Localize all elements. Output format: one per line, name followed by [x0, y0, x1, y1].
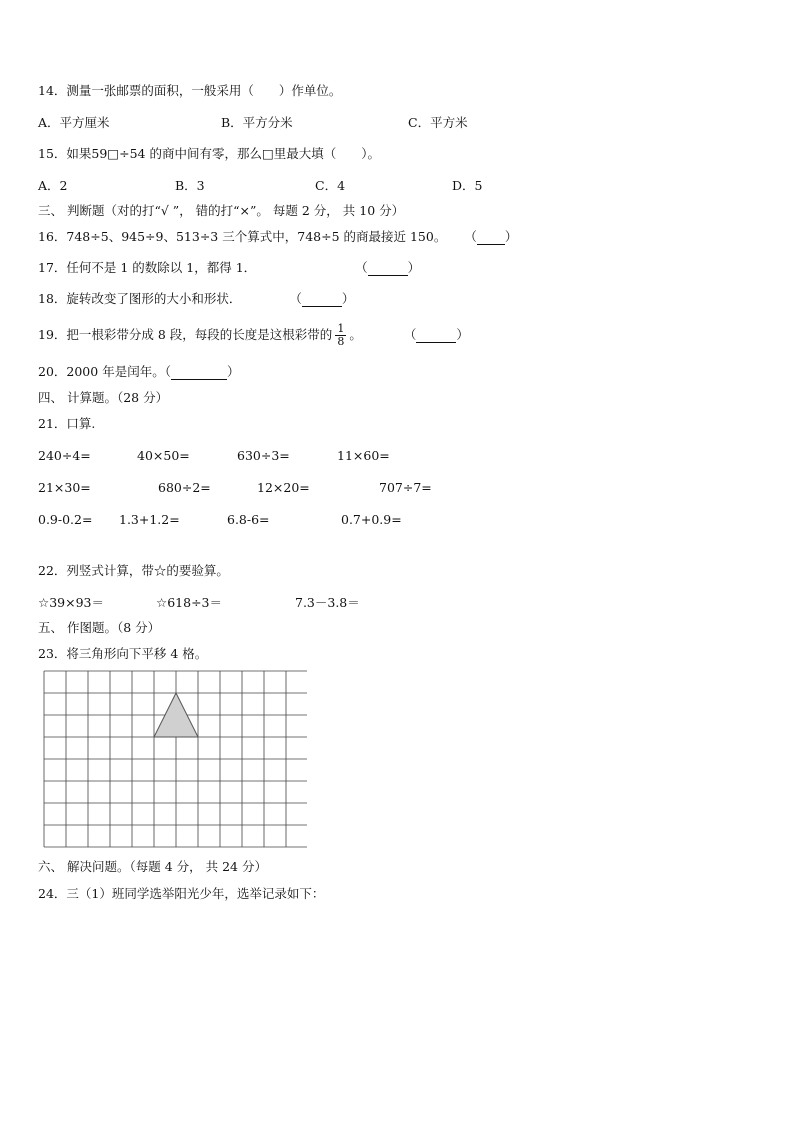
q24-text: 24．三（1）班同学选举阳光少年，选举记录如下：: [38, 886, 325, 901]
q21-row1-item2: 40×50=: [137, 448, 190, 463]
q19-paren-close: ）: [456, 327, 469, 342]
q19-fraction: [335, 323, 346, 348]
q14-option-c: C．平方米: [408, 115, 468, 130]
q17-text: [38, 260, 420, 276]
q18-paren-open: （: [289, 291, 302, 306]
q17-answer-blank[interactable]: [368, 275, 408, 276]
q15-option-b: B．3: [175, 178, 205, 193]
q22-item3: 7.3－3.8＝: [295, 595, 360, 610]
q18-paren-close: ）: [341, 291, 355, 306]
q20-stem: 20．2000 年是闰年。: [38, 364, 165, 379]
q21-row3-item2: 1.3+1.2=: [119, 512, 180, 527]
q21-row1-item4: 11×60=: [337, 448, 390, 463]
q19-text: [38, 320, 469, 350]
q18-answer-blank[interactable]: [302, 306, 342, 307]
q18-text: [38, 291, 354, 307]
q20-paren-open: （: [164, 364, 171, 379]
q21-row1-item1: 240÷4=: [38, 448, 91, 463]
q16-stem: 16．748÷5、945÷9、513÷3 三个算式中，748÷5 的商最接近 150。: [38, 229, 447, 244]
q15-option-a: A．2: [38, 178, 68, 193]
section-5-title: 五、 作图题。（8 分）: [38, 620, 161, 635]
q21-row3-item3: 6.8-6=: [227, 512, 270, 527]
q19-suffix: 。: [349, 327, 362, 342]
q15-text: 15．如果59□÷54 的商中间有零，那么□里最大填（ ）。: [38, 146, 381, 161]
q19-paren-open: （: [403, 327, 417, 342]
q19-fraction-denominator: 8: [337, 335, 345, 348]
q19-answer-blank[interactable]: [416, 342, 456, 343]
section-6-title: 六、 解决问题。（每题 4 分， 共 24 分）: [38, 859, 267, 874]
q21-row3-item1: 0.9-0.2=: [38, 512, 93, 527]
q19-stem: 19．把一根彩带分成 8 段，每段的长度是这根彩带的: [38, 327, 333, 342]
q18-stem: 18．旋转改变了图形的大小和形状．: [38, 291, 242, 306]
q16-paren-close: ）: [504, 229, 518, 244]
q21-row3-item4: 0.7+0.9=: [341, 512, 402, 527]
q17-stem: 17．任何不是 1 的数除以 1，都得 1．: [38, 260, 257, 275]
q15-option-d: D．5: [452, 178, 483, 193]
q21-text: 21．口算.: [38, 416, 96, 431]
q14-text: 14．测量一张邮票的面积，一般采用（ ）作单位。: [38, 83, 342, 98]
q21-row2-item2: 680÷2=: [158, 480, 211, 495]
q19-fraction-numerator: 1: [337, 322, 345, 335]
q17-paren-open: （: [355, 260, 368, 275]
q22-text: 22．列竖式计算，带☆的要验算。: [38, 563, 229, 578]
section-3-title: 三、 判断题（对的打“√ ”， 错的打“×”。 每题 2 分， 共 10 分）: [38, 203, 405, 218]
q20-answer-blank[interactable]: [171, 379, 227, 380]
q20-text: [38, 364, 239, 380]
q22-item2: ☆618÷3＝: [156, 595, 222, 610]
q23-text: 23．将三角形向下平移 4 格。: [38, 646, 208, 661]
q16-paren-open: （: [464, 229, 477, 244]
q14-option-a: A．平方厘米: [38, 115, 110, 130]
q16-answer-blank[interactable]: [477, 244, 505, 245]
q21-row1-item3: 630÷3=: [237, 448, 290, 463]
q21-row2-item4: 707÷7=: [379, 480, 432, 495]
q15-option-c: C．4: [315, 178, 346, 193]
q21-row2-item3: 12×20=: [257, 480, 310, 495]
q17-paren-close: ）: [407, 260, 421, 275]
q20-paren-close: ）: [226, 364, 240, 379]
q16-text: [38, 229, 517, 245]
drawing-grid[interactable]: [43, 670, 307, 854]
q14-option-b: B．平方分米: [221, 115, 293, 130]
q21-row2-item1: 21×30=: [38, 480, 91, 495]
q22-item1: ☆39×93＝: [38, 595, 104, 610]
section-4-title: 四、 计算题。（28 分）: [38, 390, 169, 405]
